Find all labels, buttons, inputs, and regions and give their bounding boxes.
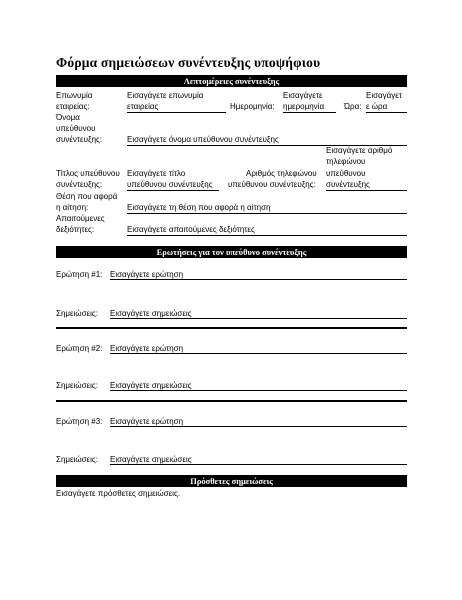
title-underline <box>127 190 219 191</box>
notes-value[interactable]: Εισαγάγετε σημειώσεις <box>110 455 192 464</box>
date-label-1: Εισαγάγετε <box>283 91 323 100</box>
section-header-details: Λεπτομέρειες συνέντευξης <box>56 75 407 87</box>
interviewer-label-2: υπεύθυνου <box>56 124 96 133</box>
phone-value-4[interactable]: συνέντευξης <box>326 180 370 189</box>
date-underline <box>283 112 336 113</box>
interviewer-label-3: συνέντευξης: <box>56 135 103 144</box>
notes-value[interactable]: Εισαγάγετε σημειώσεις <box>110 381 192 390</box>
question-label: Ερώτηση #1: <box>56 270 103 279</box>
section-header-additional-notes: Πρόσθετες σημειώσεις <box>56 475 407 487</box>
position-value[interactable]: Εισαγάγετε τη θέση που αφορά η αίτηση <box>127 203 271 212</box>
phone-value-3[interactable]: υπεύθυνου <box>326 169 366 178</box>
phone-label-2: υπεύθυνου συνέντευξης: <box>228 180 316 189</box>
notes-value[interactable]: Εισαγάγετε σημειώσεις <box>110 309 192 318</box>
phone-value-2[interactable]: τηλεφώνου <box>326 157 366 166</box>
skills-value[interactable]: Εισαγάγετε απαιτούμενες δεξιότητες <box>127 225 255 234</box>
date-value[interactable]: ημερομηνία <box>283 102 325 111</box>
question-value[interactable]: Εισαγάγετε ερώτηση <box>110 344 184 353</box>
company-value-1[interactable]: Εισαγάγετε επωνυμία <box>127 91 204 100</box>
notes-underline <box>110 318 407 319</box>
company-underline <box>127 112 226 113</box>
notes-underline <box>110 464 407 465</box>
title-value-2[interactable]: υπεύθυνου συνέντευξης <box>127 180 213 189</box>
phone-label-1: Αριθμός τηλεφώνου <box>246 169 317 178</box>
title-label-2: συνέντευξης: <box>56 180 103 189</box>
question-label: Ερώτηση #2: <box>56 344 103 353</box>
question-value[interactable]: Εισαγάγετε ερώτηση <box>110 417 184 426</box>
date-label-2: Ημερομηνία: <box>230 102 275 111</box>
section-header-questions: Ερωτήσεις για τον υπεύθυνο συνέντευξης <box>56 246 407 258</box>
interviewer-label-1: Όνομα <box>56 113 80 122</box>
company-label-2: εταιρείας: <box>56 102 90 111</box>
form-title: Φόρμα σημειώσεων συνέντευξης υποψήφιου <box>56 55 321 70</box>
divider <box>56 327 407 329</box>
skills-label-1: Απαιτούμενες <box>56 214 105 223</box>
phone-underline <box>326 190 407 191</box>
skills-label-2: δεξιότητες: <box>56 225 95 234</box>
position-label-2: η αίτηση: <box>56 203 89 212</box>
title-value-1[interactable]: Εισαγάγετε τίτλο <box>127 169 186 178</box>
question-underline <box>110 353 407 354</box>
question-value[interactable]: Εισαγάγετε ερώτηση <box>110 270 184 279</box>
notes-label: Σημειώσεις: <box>56 381 98 390</box>
company-label-1: Επωνυμία <box>56 91 93 100</box>
notes-underline <box>110 390 407 391</box>
additional-notes-value[interactable]: Εισαγάγετε πρόσθετες σημειώσεις. <box>56 489 181 498</box>
position-label-1: Θέση που αφορά <box>56 192 118 201</box>
notes-label: Σημειώσεις: <box>56 309 98 318</box>
title-label-1: Τίτλος υπεύθυνου <box>56 169 120 178</box>
time-label-1: Εισαγάγετ <box>366 91 403 100</box>
question-underline <box>110 279 407 280</box>
time-value[interactable]: ε ώρα <box>366 102 388 111</box>
phone-value-1[interactable]: Εισαγάγετε αριθμό <box>326 146 393 155</box>
skills-underline <box>127 235 407 236</box>
question-underline <box>110 426 407 427</box>
divider <box>56 400 407 402</box>
notes-label: Σημειώσεις: <box>56 455 98 464</box>
time-label-2: Ώρα: <box>344 102 362 111</box>
question-label: Ερώτηση #3: <box>56 417 103 426</box>
interviewer-value[interactable]: Εισαγάγετε όνομα υπεύθυνου συνέντευξης <box>127 135 279 144</box>
company-value-2[interactable]: εταιρείας <box>127 102 159 111</box>
position-underline <box>127 213 407 214</box>
time-underline <box>366 112 407 113</box>
